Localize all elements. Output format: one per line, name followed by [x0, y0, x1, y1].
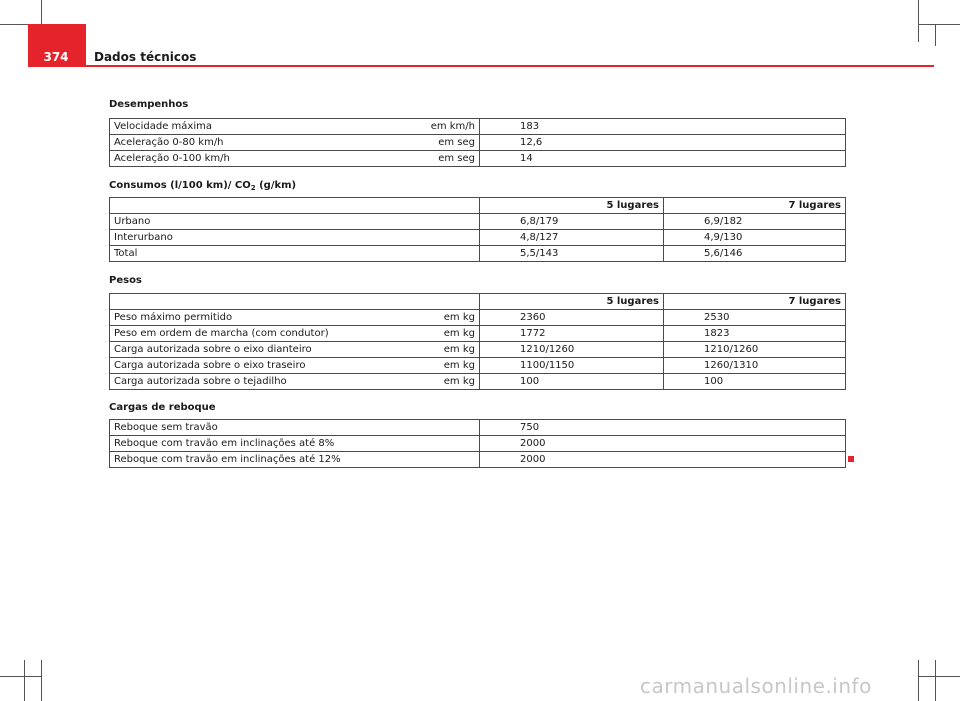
row-value-5: 100	[480, 374, 664, 390]
row-value-7: 1260/1310	[664, 358, 846, 374]
row-value-5: 6,8/179	[480, 214, 664, 230]
consumption-title-tail: (g/km)	[255, 180, 297, 191]
table-cell	[110, 198, 480, 214]
crop-mark	[935, 24, 936, 46]
column-header-7-seats: 7 lugares	[664, 198, 846, 214]
weights-table	[109, 293, 846, 390]
table-cell	[110, 342, 480, 358]
row-value-7: 2530	[664, 310, 846, 326]
section-title-consumption	[109, 180, 296, 192]
table-row	[110, 230, 846, 246]
row-value-7: 6,9/182	[664, 214, 846, 230]
row-unit: em kg	[443, 328, 475, 339]
table-cell	[110, 135, 480, 151]
crop-mark	[41, 660, 42, 701]
table-header-row	[110, 294, 846, 310]
row-value-5: 5,5/143	[480, 246, 664, 262]
table-row	[110, 310, 846, 326]
row-unit: em kg	[443, 344, 475, 355]
row-label: Peso máximo permitido	[114, 312, 233, 323]
crop-mark	[935, 660, 936, 701]
table-cell	[110, 358, 480, 374]
row-label: Reboque com travão em inclinações até 8%	[110, 436, 480, 452]
row-value: 2000	[480, 436, 846, 452]
table-row	[110, 246, 846, 262]
page-title: Dados técnicos	[94, 50, 197, 64]
table-row	[110, 420, 846, 436]
row-label: Reboque sem travão	[110, 420, 480, 436]
table-row	[110, 135, 846, 151]
row-unit: em seg	[438, 137, 475, 148]
row-value: 183	[480, 119, 846, 135]
row-value: 14	[480, 151, 846, 167]
table-row	[110, 374, 846, 390]
row-label: Carga autorizada sobre o eixo dianteiro	[114, 344, 312, 355]
table-row	[110, 326, 846, 342]
row-unit: em kg	[443, 312, 475, 323]
table-cell	[110, 374, 480, 390]
row-unit: em kg	[443, 360, 475, 371]
row-value-5: 1100/1150	[480, 358, 664, 374]
row-label: Reboque com travão em inclinações até 12%	[110, 452, 480, 468]
column-header-5-seats: 5 lugares	[480, 198, 664, 214]
row-label: Aceleração 0-100 km/h	[114, 153, 230, 164]
crop-mark	[918, 0, 919, 42]
row-label: Carga autorizada sobre o eixo traseiro	[114, 360, 306, 371]
crop-mark	[918, 660, 919, 701]
column-header-5-seats: 5 lugares	[480, 294, 664, 310]
end-of-section-marker	[848, 456, 854, 462]
row-value-5: 2360	[480, 310, 664, 326]
row-value-7: 5,6/146	[664, 246, 846, 262]
row-value: 750	[480, 420, 846, 436]
table-cell	[110, 151, 480, 167]
row-value-5: 1210/1260	[480, 342, 664, 358]
row-value-7: 4,9/130	[664, 230, 846, 246]
row-value: 12,6	[480, 135, 846, 151]
table-row	[110, 358, 846, 374]
table-row	[110, 452, 846, 468]
row-unit: em km/h	[430, 121, 475, 132]
crop-mark	[918, 676, 960, 677]
consumption-title: Consumos (l/100 km)/ CO	[109, 180, 251, 191]
row-unit: em seg	[438, 153, 475, 164]
crop-mark	[918, 24, 960, 25]
table-row	[110, 119, 846, 135]
towing-table	[109, 419, 846, 468]
row-label: Interurbano	[110, 230, 480, 246]
watermark: carmanualsonline.info	[640, 674, 872, 698]
table-row	[110, 436, 846, 452]
row-label: Peso em ordem de marcha (com condutor)	[114, 328, 329, 339]
row-value: 2000	[480, 452, 846, 468]
row-label: Velocidade máxima	[114, 121, 212, 132]
table-cell	[110, 326, 480, 342]
row-value-7: 100	[664, 374, 846, 390]
performance-table	[109, 118, 846, 167]
section-title-weights: Pesos	[109, 275, 142, 286]
table-cell	[110, 310, 480, 326]
table-cell	[110, 294, 480, 310]
header-rule	[28, 65, 934, 67]
row-label: Aceleração 0-80 km/h	[114, 137, 224, 148]
crop-mark	[24, 660, 25, 701]
column-header-7-seats: 7 lugares	[664, 294, 846, 310]
row-value-7: 1210/1260	[664, 342, 846, 358]
section-title-towing: Cargas de reboque	[109, 402, 216, 413]
row-value-5: 4,8/127	[480, 230, 664, 246]
page-number: 374	[43, 50, 69, 64]
row-label: Carga autorizada sobre o tejadilho	[114, 376, 287, 387]
row-value-7: 1823	[664, 326, 846, 342]
table-header-row	[110, 198, 846, 214]
consumption-title-subscript: 2	[250, 184, 256, 192]
table-row	[110, 342, 846, 358]
row-label: Total	[110, 246, 480, 262]
table-row	[110, 214, 846, 230]
section-title-performance: Desempenhos	[109, 99, 189, 110]
row-label: Urbano	[110, 214, 480, 230]
consumption-table	[109, 197, 846, 262]
table-row	[110, 151, 846, 167]
crop-mark	[0, 676, 42, 677]
table-cell	[110, 119, 480, 135]
row-unit: em kg	[443, 376, 475, 387]
row-value-5: 1772	[480, 326, 664, 342]
